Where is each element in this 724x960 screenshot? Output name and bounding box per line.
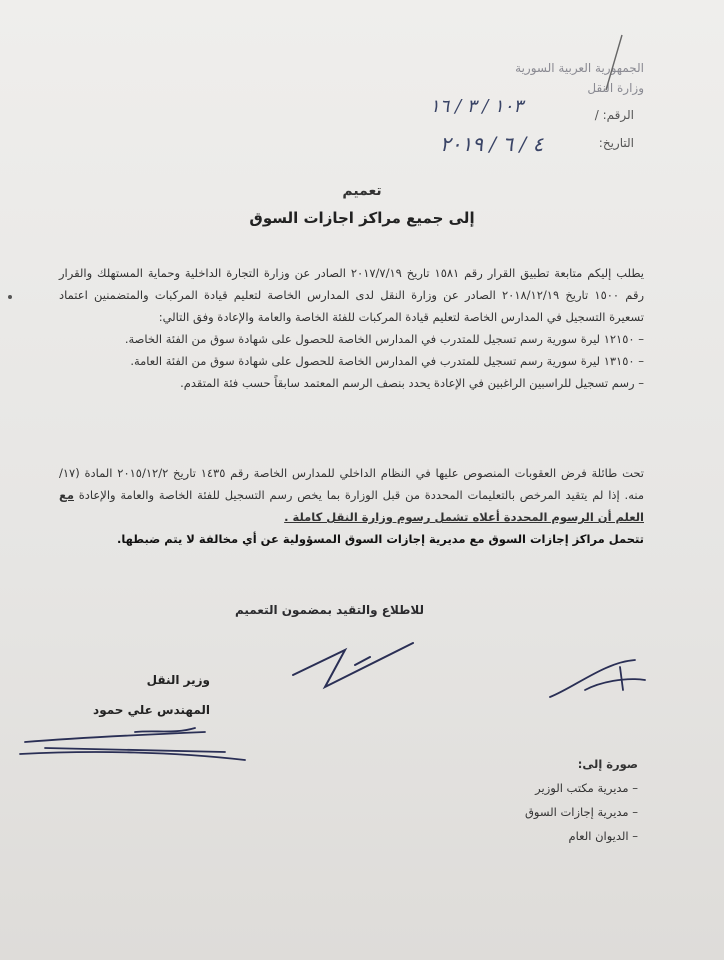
- letterhead-stroke: [600, 30, 630, 100]
- copies-heading: صورة إلى:: [577, 757, 638, 771]
- fee-item-public: – ١٣١٥٠ ليرة سورية رسم تسجيل للمتدرب في المدارس الخاصة للحصول على شهادة سوق من الفئة العامة.: [130, 354, 644, 368]
- fee-item-private: – ١٢١٥٠ ليرة سورية رسم تسجيل للمتدرب في المدارس الخاصة للحصول على شهادة سوق من الفئة الخاصة.: [124, 332, 644, 346]
- copy-recipient: – مديرية إجازات السوق: [524, 805, 638, 819]
- initial-signature: [545, 652, 655, 712]
- ministry-name: وزارة النقل: [587, 81, 644, 95]
- country-name: الجمهورية العربية السورية: [515, 61, 644, 75]
- body-paragraph-1: يطلب إليكم متابعة تطبيق القرار رقم ١٥٨١ تاريخ ٢٠١٧/٧/١٩ الصادر عن وزارة التجارة الداخلية وحماية المستهلك والقرار رقم ١٥٠٠ تاريخ ٢٠١٨/١٢/١٩ الصادر عن وزارة النقل لدى المدارس الخاصة لتعليم قيادة المركبات والمتضمنين اعتماد تسعيرة التسجيل في المدارس الخاصة لتعليم قيادة المركبات للفئة الخاصة والعامة والإعادة وفق التالي:: [59, 266, 644, 324]
- reference-handwritten: ١٠٣ / ٣ / ١٦: [430, 96, 524, 117]
- body-section-1: [59, 262, 644, 394]
- body-section-2: [59, 462, 644, 550]
- document-subtitle: إلى جميع مراكز اجازات السوق: [249, 209, 475, 227]
- minister-signature: [15, 710, 255, 780]
- reference-label: الرقم: /: [594, 108, 634, 122]
- reference-number-row: [595, 108, 634, 122]
- document-title: تعميم: [342, 183, 382, 199]
- closing-line: للاطلاع والتقيد بمضمون التعميم: [234, 603, 424, 617]
- official-signature: [285, 635, 425, 695]
- signatory-title: وزير النقل: [146, 673, 210, 687]
- copies-to-block: [525, 752, 638, 848]
- date-row: [599, 136, 634, 150]
- date-handwritten: ٤ / ٦ / ٢٠١٩: [440, 132, 544, 156]
- signatory-name: المهندس علي حمود: [93, 703, 210, 717]
- copy-recipient: – مديرية مكتب الوزير: [535, 781, 638, 795]
- punch-mark: [8, 295, 12, 299]
- body-paragraph-2: [59, 462, 644, 528]
- paragraph-2-text: تحت طائلة فرض العقوبات المنصوص عليها في النظام الداخلي للمدارس الخاصة رقم ١٤٣٥ تاريخ ٢٠١٥/١٢/٢ المادة (١٧/ منه. إذا لم يتقيد المرخص بالتعليمات المحددة من قبل الوزارة بما يخص رسم التسجيل للفئة الخاصة والعامة والإعادة: [59, 466, 644, 502]
- copy-recipient: – الديوان العام: [568, 829, 638, 843]
- fees-note-underlined: مع العلم أن الرسوم المحددة أعلاه تشمل رسوم وزارة النقل كاملة .: [59, 488, 644, 524]
- responsibility-line: تتحمل مراكز إجازات السوق مع مديرية إجازات السوق المسؤولية عن أي مخالفة لا يتم ضبطها.: [116, 532, 644, 546]
- fee-item-retake: – رسم تسجيل للراسبين الراغبين في الإعادة يحدد بنصف الرسم المعتمد سابقاً حسب فئة المتقدم.: [180, 376, 644, 390]
- date-label: التاريخ:: [598, 136, 634, 150]
